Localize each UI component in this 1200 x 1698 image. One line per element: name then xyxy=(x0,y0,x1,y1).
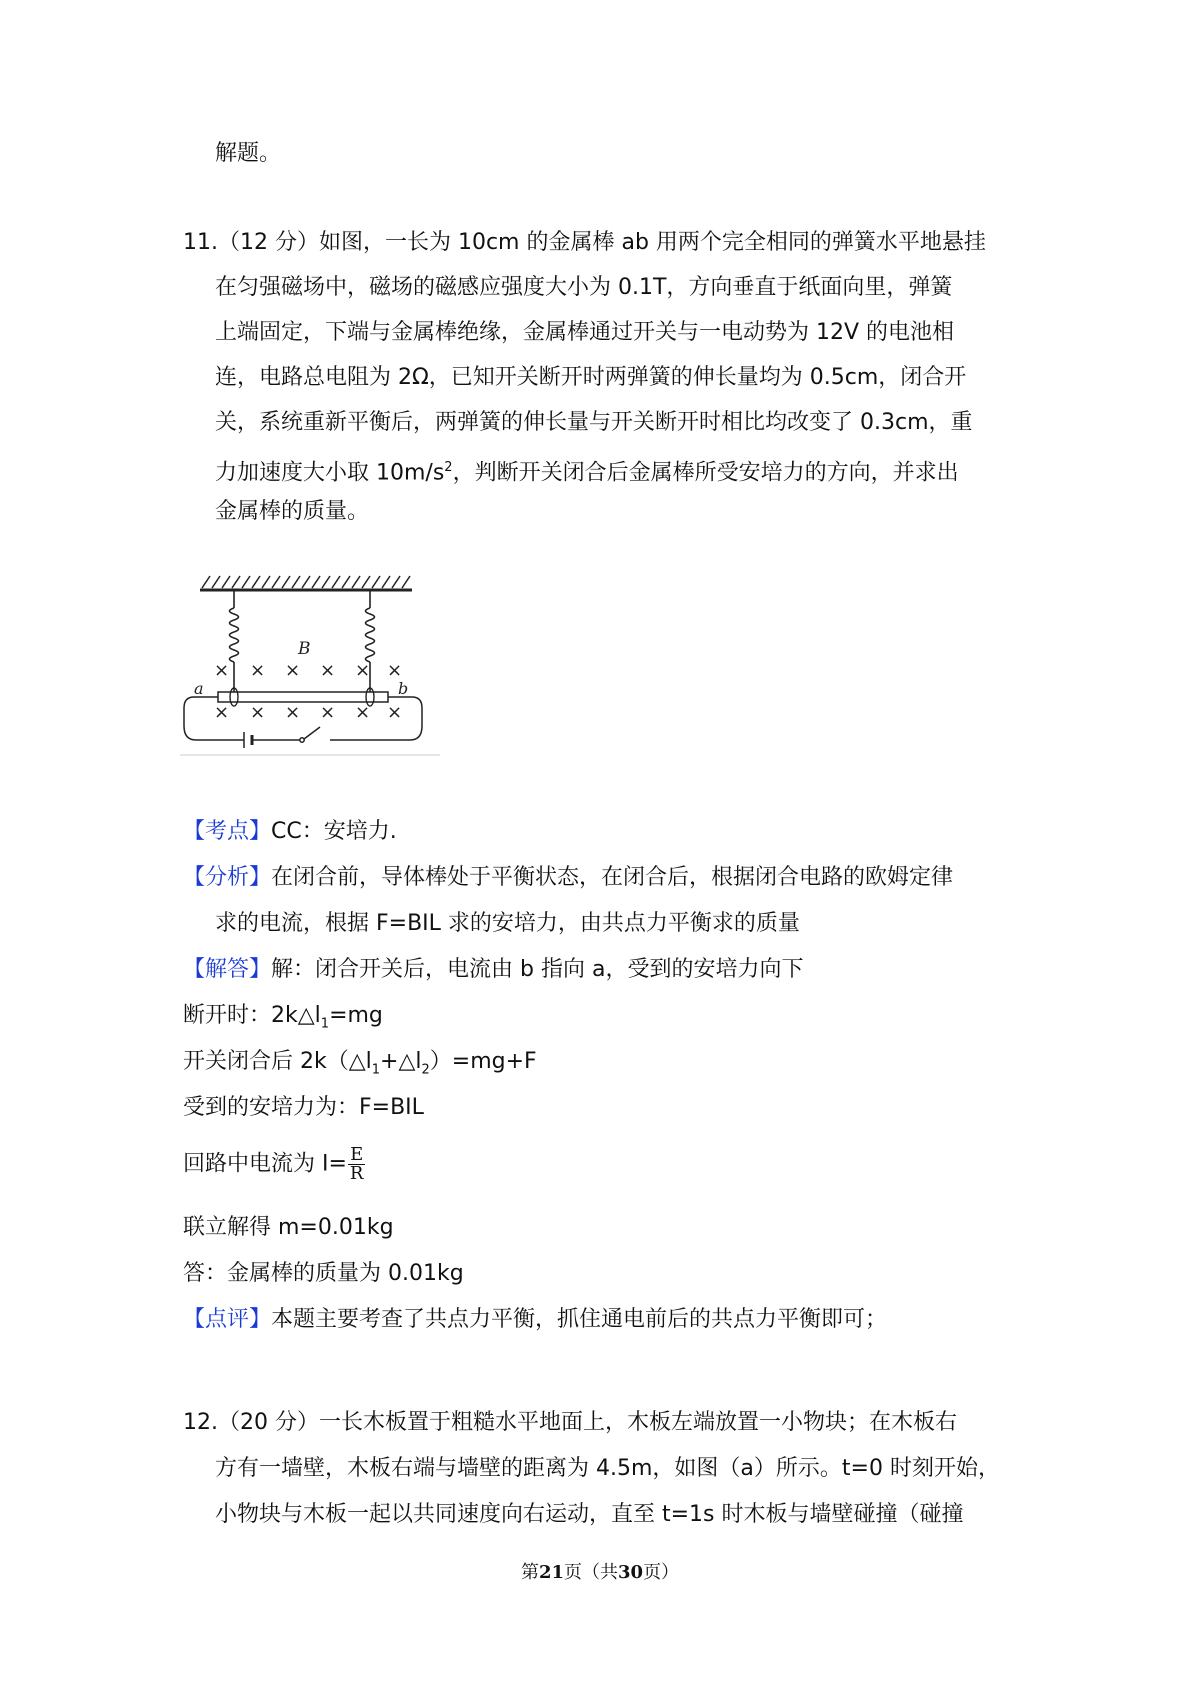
svg-text:×: × xyxy=(320,702,336,723)
fenxi-line-1 xyxy=(183,863,953,893)
svg-text:×: × xyxy=(214,702,230,723)
svg-text:×: × xyxy=(214,660,230,681)
eq1-b: =mg xyxy=(329,1003,383,1028)
label-a: a xyxy=(194,679,204,698)
equation-2 xyxy=(183,1047,537,1085)
q11-line-6-b: ，判断开关闭合后金属棒所受安培力的方向，并求出 xyxy=(452,460,959,486)
q11-line-7: 金属棒的质量。 xyxy=(215,499,370,524)
q11-line-3: 上端固定，下端与金属棒绝缘，金属棒通过开关与一电动势为 12V 的电池相 xyxy=(215,320,955,345)
svg-text:×: × xyxy=(285,702,301,723)
eq1-a: 断开时：2k△l xyxy=(183,1003,321,1028)
dianping-text: 本题主要考查了共点力平衡，抓住通电前后的共点力平衡即可； xyxy=(271,1307,888,1332)
kaodian-tag: 【考点】 xyxy=(183,819,272,844)
q11-line-1: 11.（12 分）如图，一长为 10cm 的金属棒 ab 用两个完全相同的弹簧水平地悬挂 xyxy=(183,230,986,255)
label-b: b xyxy=(398,679,409,698)
footer-page-number: 21 xyxy=(538,1562,564,1583)
spring-rod-circuit-figure xyxy=(180,568,440,758)
footer-prefix: 第 xyxy=(520,1562,539,1583)
eq2-b: ）=mg+F xyxy=(429,1049,537,1074)
eq1-sub: 1 xyxy=(320,1016,330,1032)
q11-line-4: 连，电路总电阻为 2Ω，已知开关断开时两弹簧的伸长量均为 0.5cm，闭合开 xyxy=(215,365,967,390)
footer-suffix: 页） xyxy=(643,1562,680,1583)
q11-line-6 xyxy=(215,453,959,488)
q12-line-1: 12.（20 分）一长木板置于粗糙水平地面上，木板左端放置一小物块；在木板右 xyxy=(183,1410,957,1435)
q12-line-3: 小物块与木板一起以共同速度向右运动，直至 t=1s 时木板与墙壁碰撞（碰撞 xyxy=(215,1502,964,1527)
kaodian-line xyxy=(183,817,397,847)
dianping-tag: 【点评】 xyxy=(183,1307,272,1332)
jieda-line xyxy=(183,955,803,985)
fenxi-text-1: 在闭合前，导体棒处于平衡状态，在闭合后，根据闭合电路的欧姆定律 xyxy=(271,865,954,890)
top-fragment: 解题。 xyxy=(215,141,282,166)
svg-text:×: × xyxy=(387,702,403,723)
fenxi-tag: 【分析】 xyxy=(183,865,272,890)
left-spring xyxy=(230,590,239,698)
fenxi-line-2: 求的电流，根据 F=BIL 求的安培力，由共点力平衡求的质量 xyxy=(215,911,800,936)
current-fraction xyxy=(348,1146,366,1183)
equation-5: 联立解得 m=0.01kg xyxy=(183,1215,394,1240)
right-spring xyxy=(366,590,375,698)
svg-text:×: × xyxy=(355,660,371,681)
svg-text:×: × xyxy=(387,660,403,681)
ceiling xyxy=(200,576,412,590)
equation-1 xyxy=(183,1001,383,1039)
fraction-numerator: E xyxy=(348,1146,366,1165)
page-footer xyxy=(0,1558,1200,1584)
jieda-tag: 【解答】 xyxy=(183,957,272,982)
fraction-denominator: R xyxy=(349,1163,364,1184)
kaodian-text: CC：安培力. xyxy=(271,819,397,844)
svg-text:×: × xyxy=(320,660,336,681)
q12-line-2: 方有一墙壁，木板右端与墙壁的距离为 4.5m，如图（a）所示。t=0 时刻开始， xyxy=(215,1456,1000,1481)
eq2-sub-2: 2 xyxy=(421,1062,430,1078)
label-B: B xyxy=(298,639,311,659)
answer-line: 答：金属棒的质量为 0.01kg xyxy=(183,1261,464,1286)
svg-text:×: × xyxy=(355,702,371,723)
dianping-line xyxy=(183,1305,887,1335)
footer-total-pages: 30 xyxy=(618,1562,644,1583)
q11-line-6-a: 力加速度大小取 10m/s xyxy=(215,460,445,486)
equation-3: 受到的安培力为：F=BIL xyxy=(183,1095,424,1120)
q11-line-2: 在匀强磁场中，磁场的磁感应强度大小为 0.1T，方向垂直于纸面向里，弹簧 xyxy=(215,275,953,300)
q11-line-5: 关，系统重新平衡后，两弹簧的伸长量与开关断开时相比均改变了 0.3cm，重 xyxy=(215,410,973,435)
q11-line-6-sup: 2 xyxy=(444,460,453,475)
eq2-a: 开关闭合后 2k（△l xyxy=(183,1049,372,1074)
eq4-a: 回路中电流为 I= xyxy=(183,1151,347,1177)
eq2-mid: +△l xyxy=(380,1049,422,1074)
metal-rod xyxy=(218,692,388,702)
svg-text:×: × xyxy=(285,660,301,681)
footer-middle: 页（共 xyxy=(564,1562,618,1583)
svg-text:×: × xyxy=(250,702,266,723)
jieda-text: 解：闭合开关后，电流由 b 指向 a，受到的安培力向下 xyxy=(271,957,804,982)
eq2-sub-1: 1 xyxy=(371,1062,381,1078)
equation-4 xyxy=(183,1146,365,1183)
svg-text:×: × xyxy=(250,660,266,681)
